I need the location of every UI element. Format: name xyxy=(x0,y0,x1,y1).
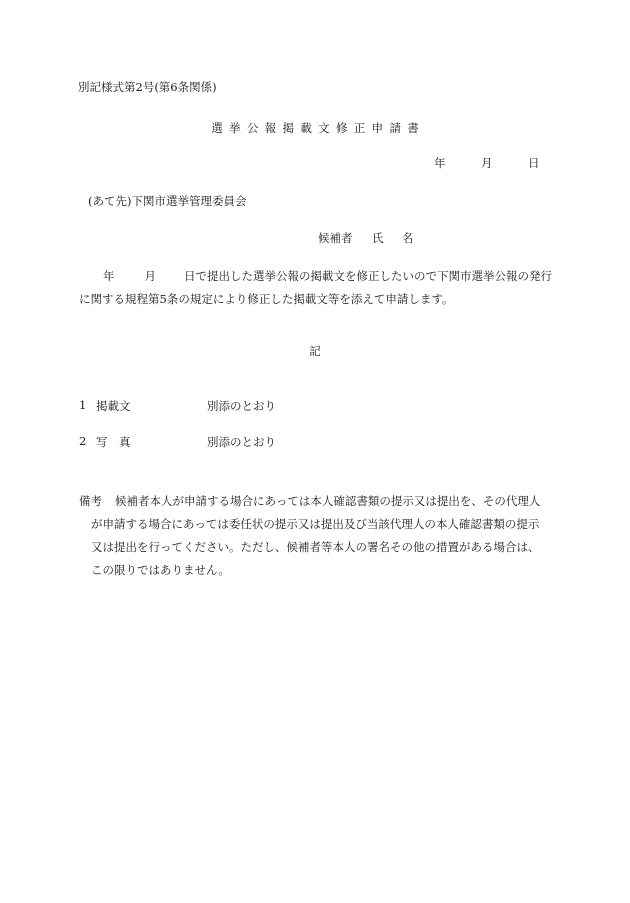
date-year-label: 年 xyxy=(434,156,446,170)
item-row xyxy=(79,434,479,450)
remarks-line-1 xyxy=(79,490,559,513)
remarks-line-4: この限りではありません。 xyxy=(91,563,230,577)
remarks xyxy=(79,490,559,582)
document-title: 選挙公報掲載文修正申請書 xyxy=(211,121,426,135)
remarks-line-2: が申請する場合にあっては委任状の提示又は提出及び当該代理人の本人確認書類の提示 xyxy=(91,517,540,531)
remarks-text: 候補者本人が申請する場合にあっては本人確認書類の提示又は提出を、その代理人 xyxy=(115,494,541,508)
item-number: 2 xyxy=(79,434,87,448)
item-number: 1 xyxy=(79,398,87,412)
item-row xyxy=(79,398,479,414)
statement-month: 月 xyxy=(144,269,156,283)
ki-heading: 記 xyxy=(309,344,321,358)
item-label: 写 真 xyxy=(96,435,131,449)
item-value: 別添のとおり xyxy=(207,399,276,413)
addressee: (あて先)下関市選挙管理委員会 xyxy=(88,194,247,208)
applicant-line xyxy=(0,230,630,246)
date-month-label: 月 xyxy=(481,156,493,170)
date-day-label: 日 xyxy=(528,156,540,170)
item-label: 掲載文 xyxy=(96,399,131,413)
remarks-label: 備考 xyxy=(79,494,102,508)
item-value: 別添のとおり xyxy=(207,435,276,449)
applicant-name-label: 氏名 xyxy=(372,231,432,245)
statement-line-2: に関する規程第5条の規定により修正した掲載文等を添えて申請します。 xyxy=(79,292,454,306)
statement-line-1-text: 日で提出した選挙公報の掲載文を修正したいので下関市選挙公報の発行 xyxy=(184,269,552,283)
remarks-line-3: 又は提出を行ってください。ただし、候補者等本人の署名その他の措置がある場合は、 xyxy=(91,540,540,554)
statement-year: 年 xyxy=(103,269,115,283)
date-line xyxy=(0,155,630,171)
applicant-role: 候補者 xyxy=(318,231,353,245)
statement-line-1 xyxy=(79,265,553,288)
application-statement xyxy=(79,265,553,311)
form-number: 別記様式第2号(第6条関係) xyxy=(78,80,217,94)
